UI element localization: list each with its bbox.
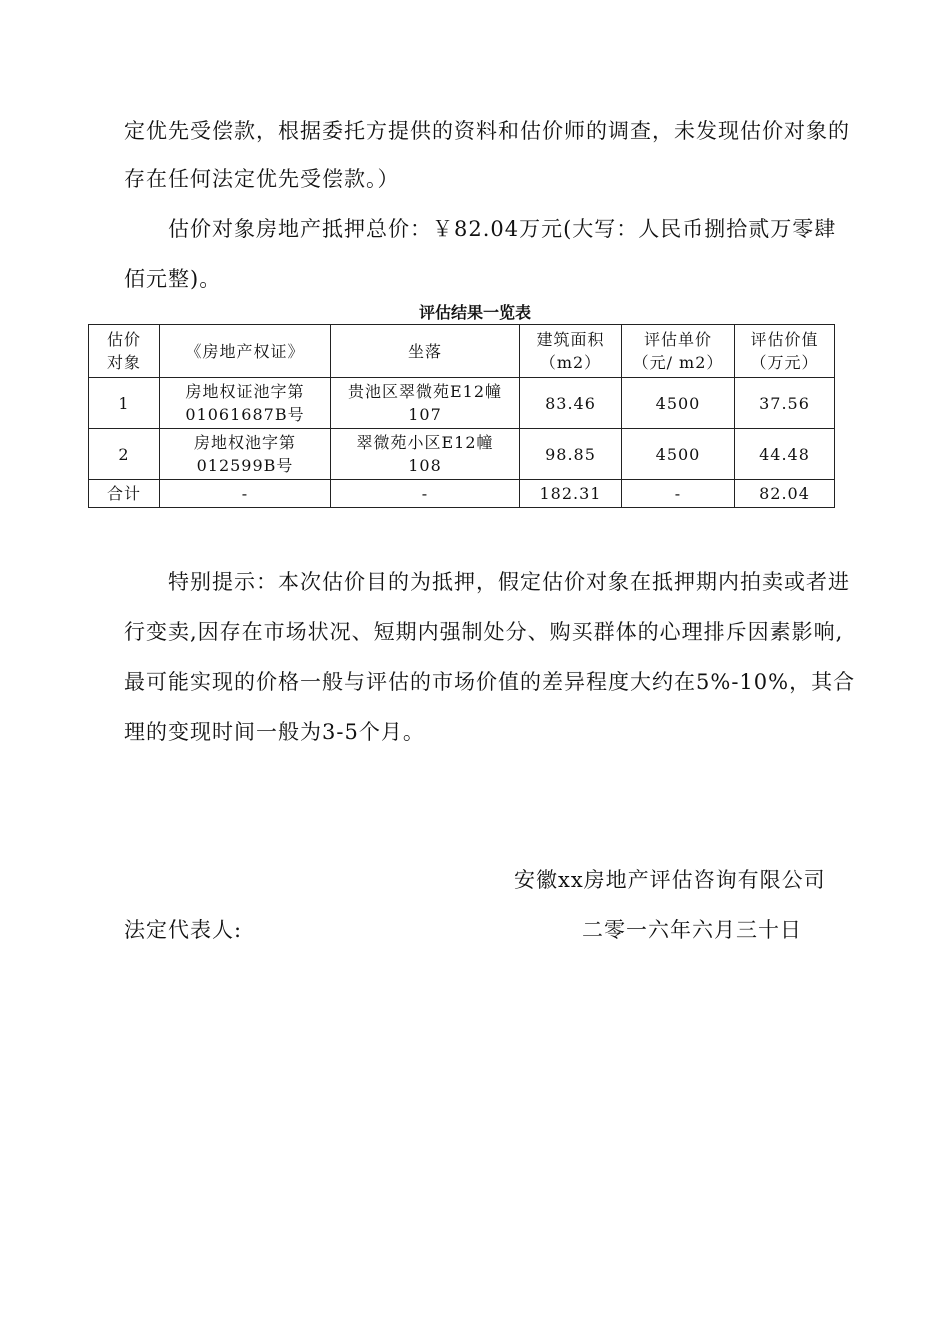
cell-object: 2	[89, 429, 160, 480]
total-unit-price: -	[622, 480, 735, 508]
header-certificate: 《房地产权证》	[160, 325, 331, 378]
cell-value: 44.48	[735, 429, 835, 480]
valuation-results-table	[88, 324, 835, 508]
cell-location: 贵池区翠微苑E12幢 107	[331, 378, 520, 429]
header-area: 建筑面积 （m2）	[520, 325, 622, 378]
header-unit-price: 评估单价 （元/ m2）	[622, 325, 735, 378]
notice-line: 理的变现时间一般为3-5个月。	[124, 720, 425, 744]
total-price-statement-cont: 佰元整)。	[124, 267, 222, 291]
notice-line: 特别提示：本次估价目的为抵押，假定估价对象在抵押期内拍卖或者进	[168, 570, 850, 594]
total-label: 合计	[89, 480, 160, 508]
cell-unit-price: 4500	[622, 378, 735, 429]
cell-certificate: 房地权池字第 012599B号	[160, 429, 331, 480]
notice-line: 最可能实现的价格一般与评估的市场价值的差异程度大约在5%-10%，其合	[124, 670, 856, 694]
table-total-row	[89, 480, 835, 508]
company-name: 安徽xx房地产评估咨询有限公司	[514, 868, 826, 892]
cell-location: 翠微苑小区E12幢 108	[331, 429, 520, 480]
cell-certificate: 房地权证池字第 01061687B号	[160, 378, 331, 429]
header-location: 坐落	[331, 325, 520, 378]
table-row	[89, 378, 835, 429]
paragraph-line: 存在任何法定优先受偿款。）	[124, 167, 400, 191]
legal-representative-label: 法定代表人:	[124, 918, 243, 942]
total-price-statement: 估价对象房地产抵押总价：￥82.04万元(大写：人民币捌拾贰万零肆	[168, 217, 837, 241]
table-row	[89, 429, 835, 480]
notice-line: 行变卖,因存在市场状况、短期内强制处分、购买群体的心理排斥因素影响,	[124, 620, 844, 644]
signature-date: 二零一六年六月三十日	[582, 918, 802, 942]
total-certificate: -	[160, 480, 331, 508]
cell-area: 98.85	[520, 429, 622, 480]
header-value: 评估价值 （万元）	[735, 325, 835, 378]
header-object: 估价 对象	[89, 325, 160, 378]
cell-object: 1	[89, 378, 160, 429]
total-location: -	[331, 480, 520, 508]
table-header-row	[89, 325, 835, 378]
table-title: 评估结果一览表	[418, 303, 531, 322]
cell-area: 83.46	[520, 378, 622, 429]
total-area: 182.31	[520, 480, 622, 508]
paragraph-line: 定优先受偿款，根据委托方提供的资料和估价师的调查，未发现估价对象的	[124, 119, 850, 143]
cell-unit-price: 4500	[622, 429, 735, 480]
cell-value: 37.56	[735, 378, 835, 429]
total-value: 82.04	[735, 480, 835, 508]
